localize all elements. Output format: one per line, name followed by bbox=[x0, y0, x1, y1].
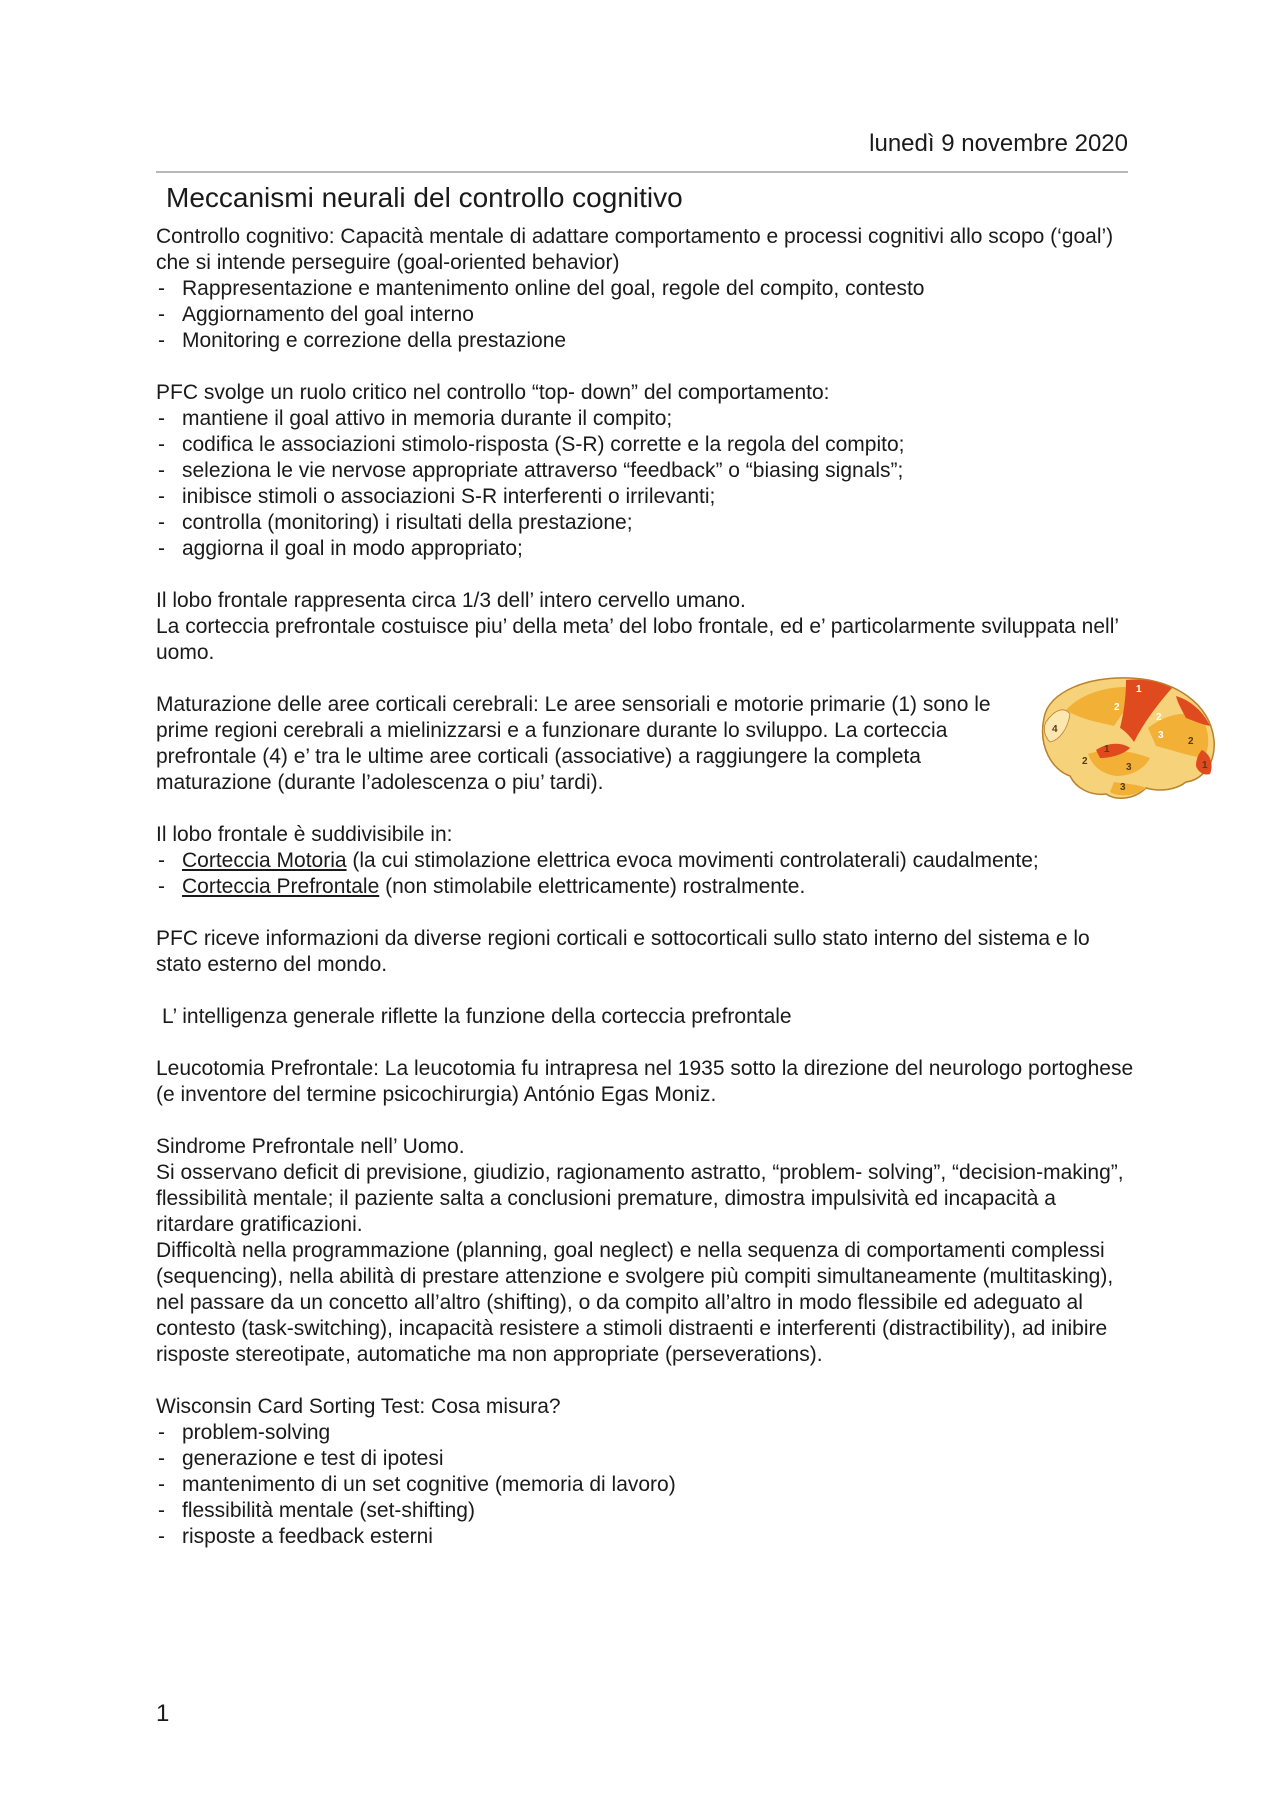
brain-label: 2 bbox=[1114, 702, 1120, 713]
cc-intro: Controllo cognitivo: Capacità mentale di adattare comportamento e processi cognitivi allo scopo (‘goal’) che si intende perseguire (goal-oriented behavior) bbox=[156, 225, 1114, 274]
prefrontal-cortex-link[interactable]: Corteccia Prefrontale bbox=[182, 875, 380, 898]
brain-label: 3 bbox=[1120, 782, 1126, 793]
list-item: - aggiorna il goal in modo appropriato; bbox=[156, 536, 1136, 562]
pfc-list bbox=[156, 406, 1136, 562]
list-item: - Aggiornamento del goal interno bbox=[156, 302, 1136, 328]
syndrome-paragraph-1: Si osservano deficit di previsione, giudizio, ragionamento astratto, “problem- solving”, “decision-making”, flessibilità mentale; il paziente salta a conclusioni premature, dimostra impulsività ed incapacità a ritardare gratificazioni. bbox=[156, 1161, 1124, 1236]
division-list bbox=[156, 848, 1136, 900]
document-body bbox=[156, 224, 1136, 1550]
list-item: - flessibilità mentale (set-shifting) bbox=[156, 1498, 1136, 1524]
list-item: - problem-solving bbox=[156, 1420, 1136, 1446]
page-number: 1 bbox=[156, 1700, 170, 1727]
list-item: - codifica le associazioni stimolo-risposta (S-R) corrette e la regola del compito; bbox=[156, 432, 1136, 458]
list-item: - risposte a feedback esterni bbox=[156, 1524, 1136, 1550]
header-divider bbox=[156, 171, 1128, 173]
list-item: - generazione e test di ipotesi bbox=[156, 1446, 1136, 1472]
list-item: - inibisce stimoli o associazioni S-R interferenti o irrilevanti; bbox=[156, 484, 1136, 510]
wcst-intro: Wisconsin Card Sorting Test: Cosa misura? bbox=[156, 1395, 561, 1418]
division-intro: Il lobo frontale è suddivisibile in: bbox=[156, 823, 453, 846]
list-item: - seleziona le vie nervose appropriate attraverso “feedback” o “biasing signals”; bbox=[156, 458, 1136, 484]
list-item: - Corteccia Prefrontale (non stimolabile elettricamente) rostralmente. bbox=[156, 874, 1136, 900]
cc-list bbox=[156, 276, 1136, 354]
list-item: - Rappresentazione e mantenimento online del goal, regole del compito, contesto bbox=[156, 276, 1136, 302]
list-item: - Corteccia Motoria (la cui stimolazione elettrica evoca movimenti controlaterali) caudalmente; bbox=[156, 848, 1136, 874]
syndrome-paragraph-2: Difficoltà nella programmazione (planning, goal neglect) e nella sequenza di comportamenti complessi (sequencing), nella abilità di prestare attenzione e svolgere più compiti simultaneamente (multitasking), nel passare da un concetto all’altro (shifting), o da compito all’altro in modo flessibile ed adeguato al contesto (task-switching), incapacità resistere a stimoli distraenti e interferenti (distractibility), ad inibire risposte stereotipate, automatiche ma non appropriate (perseverations). bbox=[156, 1239, 1114, 1366]
page-title: Meccanismi neurali del controllo cognitivo bbox=[166, 182, 683, 213]
list-item: - Monitoring e correzione della prestazione bbox=[156, 328, 1136, 354]
pfc-info-paragraph: PFC riceve informazioni da diverse regioni corticali e sottocorticali sullo stato interno del sistema e lo stato esterno del mondo. bbox=[156, 927, 1090, 976]
maturation-block bbox=[156, 692, 1136, 796]
brain-label-prefrontal: 4 bbox=[1052, 724, 1058, 735]
brain-label: 2 bbox=[1188, 736, 1194, 747]
lobo-paragraph-1: Il lobo frontale rappresenta circa 1/3 dell’ intero cervello umano. bbox=[156, 589, 746, 612]
brain-maturation-figure bbox=[1026, 670, 1218, 804]
brain-label: 3 bbox=[1158, 730, 1164, 741]
brain-label: 1 bbox=[1202, 760, 1208, 771]
lobo-paragraph-2: La corteccia prefrontale costuisce piu’ della meta’ del lobo frontale, ed e’ particolarmente sviluppata nell’ uomo. bbox=[156, 615, 1119, 664]
brain-label: 1 bbox=[1136, 684, 1142, 695]
motor-cortex-link[interactable]: Corteccia Motoria bbox=[182, 849, 347, 872]
document-date: lunedì 9 novembre 2020 bbox=[869, 130, 1128, 157]
intelligence-paragraph: L’ intelligenza generale riflette la funzione della corteccia prefrontale bbox=[162, 1005, 792, 1028]
leucotomy-paragraph: Leucotomia Prefrontale: La leucotomia fu intrapresa nel 1935 sotto la direzione del neurologo portoghese (e inventore del termine psicochirurgia) António Egas Moniz. bbox=[156, 1057, 1134, 1106]
list-item: - controlla (monitoring) i risultati della prestazione; bbox=[156, 510, 1136, 536]
maturation-paragraph: Maturazione delle aree corticali cerebrali: Le aree sensoriali e motorie primarie (1) sono le prime regioni cerebrali a mielinizzarsi e a funzionare durante lo sviluppo. La corteccia prefrontale (4) e’ tra le ultime aree corticali (associative) a raggiungere la completa bbox=[156, 693, 991, 768]
maturation-paragraph-end: maturazione (durante l’adolescenza o piu’ tardi). bbox=[156, 771, 604, 794]
syndrome-title: Sindrome Prefrontale nell’ Uomo. bbox=[156, 1135, 465, 1158]
list-item: - mantenimento di un set cognitive (memoria di lavoro) bbox=[156, 1472, 1136, 1498]
brain-label: 1 bbox=[1104, 744, 1110, 755]
brain-label: 2 bbox=[1156, 712, 1162, 723]
brain-label: 2 bbox=[1082, 756, 1088, 767]
wcst-list bbox=[156, 1420, 1136, 1550]
brain-label: 3 bbox=[1126, 762, 1132, 773]
pfc-intro: PFC svolge un ruolo critico nel controllo “top- down” del comportamento: bbox=[156, 381, 830, 404]
list-item: - mantiene il goal attivo in memoria durante il compito; bbox=[156, 406, 1136, 432]
